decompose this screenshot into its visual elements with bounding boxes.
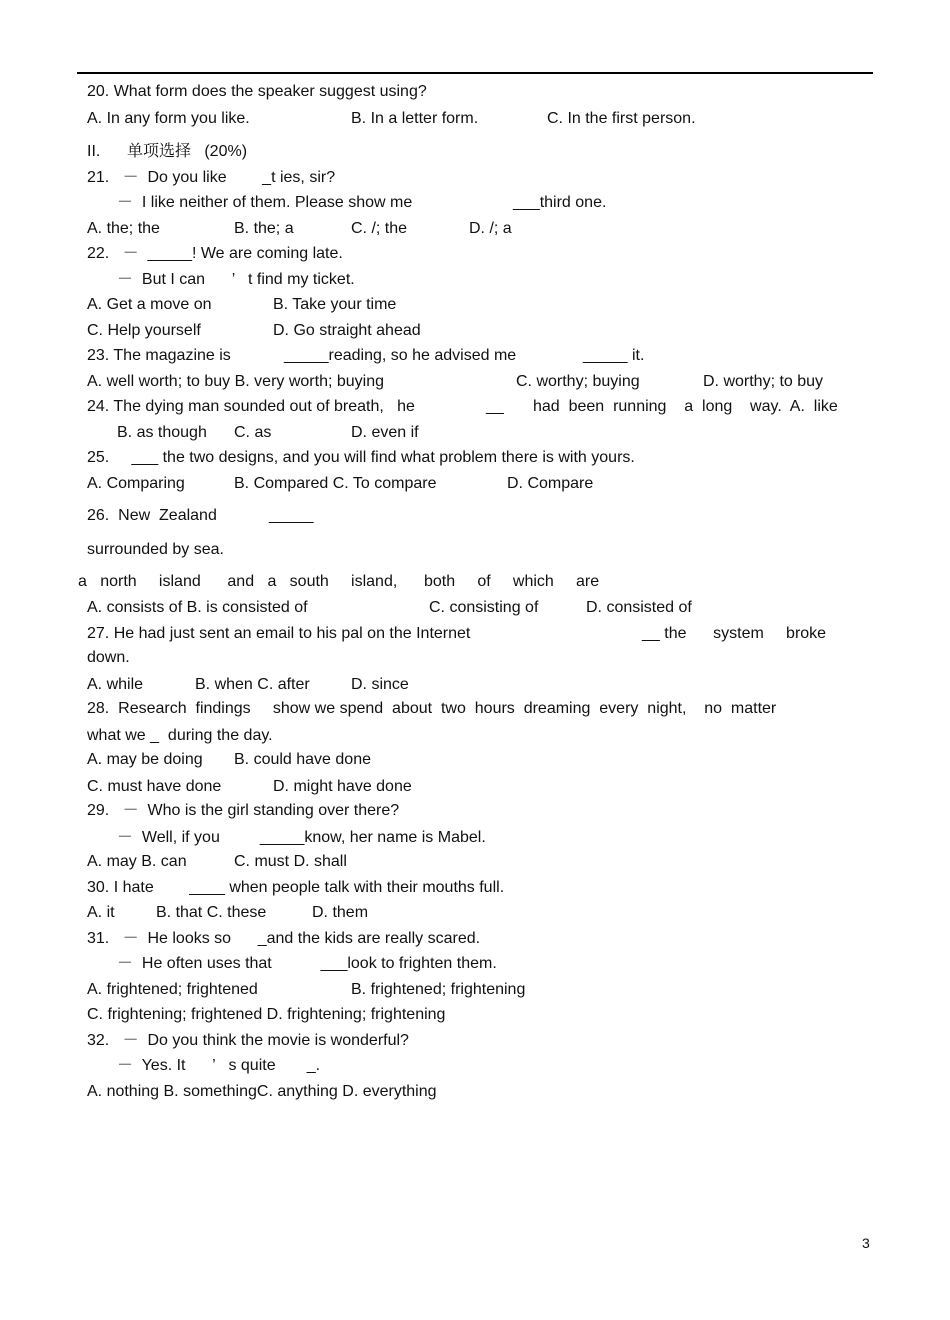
- option-31a: A. frightened; frightened: [87, 981, 258, 998]
- question-25: 25. ___ the two designs, and you will find what problem there is with yours.: [87, 449, 635, 466]
- question-27: 27. He had just sent an email to his pal on the Internet: [87, 625, 471, 642]
- option-24c: C. as: [234, 424, 272, 441]
- question-27-end: __ the system broke: [642, 625, 827, 642]
- question-29: 29. － Who is the girl standing over there?: [87, 802, 400, 819]
- option-23c: C. worthy; buying: [516, 373, 640, 390]
- option-21d: D. /; a: [469, 220, 512, 237]
- option-28d: D. might have done: [273, 778, 412, 795]
- question-32: 32. － Do you think the movie is wonderful?: [87, 1032, 409, 1049]
- option-26c: C. consisting of: [429, 599, 539, 616]
- option-25bc: B. Compared C. To compare: [234, 475, 437, 492]
- option-20a: A. In any form you like.: [87, 110, 250, 127]
- option-32: A. nothing B. somethingC. anything D. everything: [87, 1083, 437, 1100]
- option-26d: D. consisted of: [586, 599, 692, 616]
- section-2-heading: II. 单项选择 (20%): [87, 143, 248, 160]
- question-23-mid: _____reading, so he advised me: [284, 347, 517, 364]
- option-29cd: C. must D. shall: [234, 853, 347, 870]
- option-30d: D. them: [312, 904, 369, 921]
- question-22: 22. － _____! We are coming late.: [87, 245, 343, 262]
- question-31-reply: － He often uses that ___look to frighten them.: [117, 955, 497, 972]
- question-26-blank: _____: [269, 507, 314, 524]
- question-32-reply: － Yes. It ’ s quite _.: [117, 1057, 321, 1074]
- option-20c: C. In the first person.: [547, 110, 696, 127]
- option-28a: A. may be doing: [87, 751, 203, 768]
- page-number: 3: [862, 1235, 870, 1251]
- option-28c: C. must have done: [87, 778, 222, 795]
- question-27-cont: down.: [87, 649, 130, 666]
- question-26: 26. New Zealand: [87, 507, 217, 524]
- option-23d: D. worthy; to buy: [703, 373, 824, 390]
- question-21-reply-end: ___third one.: [513, 194, 607, 211]
- option-22c: C. Help yourself: [87, 322, 201, 339]
- option-31b: B. frightened; frightening: [351, 981, 526, 998]
- question-26-cont2: a north island and a south island, both of which are: [78, 573, 600, 590]
- option-20b: B. In a letter form.: [351, 110, 479, 127]
- option-30bc: B. that C. these: [156, 904, 267, 921]
- option-27a: A. while: [87, 676, 144, 693]
- option-25d: D. Compare: [507, 475, 594, 492]
- option-21b: B. the; a: [234, 220, 294, 237]
- question-24-blank: __: [486, 398, 504, 415]
- option-26ab: A. consists of B. is consisted of: [87, 599, 308, 616]
- question-26-cont: surrounded by sea.: [87, 541, 224, 558]
- question-29-reply: － Well, if you _____know, her name is Mabel.: [117, 829, 486, 846]
- question-23: 23. The magazine is: [87, 347, 231, 364]
- question-22-reply: － But I can ’ t find my ticket.: [117, 271, 355, 288]
- option-25a: A. Comparing: [87, 475, 185, 492]
- question-30: 30. I hate ____ when people talk with their mouths full.: [87, 879, 505, 896]
- header-rule: [77, 72, 873, 74]
- option-29ab: A. may B. can: [87, 853, 187, 870]
- question-24: 24. The dying man sounded out of breath, he: [87, 398, 415, 415]
- option-28b: B. could have done: [234, 751, 371, 768]
- question-28-cont: what we _ during the day.: [87, 727, 273, 744]
- question-31: 31. － He looks so _and the kids are really scared.: [87, 930, 481, 947]
- question-20: 20. What form does the speaker suggest using?: [87, 83, 427, 100]
- option-24d: D. even if: [351, 424, 419, 441]
- option-27d: D. since: [351, 676, 409, 693]
- option-22d: D. Go straight ahead: [273, 322, 421, 339]
- option-22b: B. Take your time: [273, 296, 397, 313]
- option-27bc: B. when C. after: [195, 676, 310, 693]
- option-30a: A. it: [87, 904, 115, 921]
- question-21: 21. － Do you like _t ies, sir?: [87, 169, 336, 186]
- option-24b: B. as though: [117, 424, 207, 441]
- question-21-reply: － I like neither of them. Please show me: [117, 194, 413, 211]
- option-22a: A. Get a move on: [87, 296, 212, 313]
- question-28: 28. Research findings show we spend about two hours dreaming every night, no matter: [87, 700, 777, 717]
- option-31cd: C. frightening; frightened D. frightening; frightening: [87, 1006, 446, 1023]
- option-21a: A. the; the: [87, 220, 160, 237]
- option-23ab: A. well worth; to buy B. very worth; buying: [87, 373, 385, 390]
- question-24-end: had been running a long way. A. like: [533, 398, 838, 415]
- question-23-end: _____ it.: [583, 347, 645, 364]
- option-21c: C. /; the: [351, 220, 408, 237]
